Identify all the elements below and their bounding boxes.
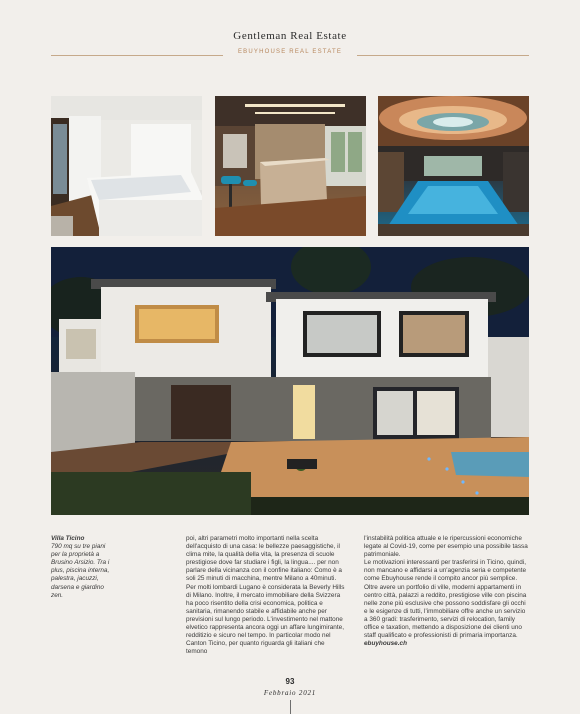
photo-indoor-pool: [378, 96, 529, 236]
header-rule-right: [357, 55, 529, 56]
article-column-1: [186, 535, 346, 656]
page-number: 93: [285, 677, 295, 686]
header-subtitle: EBUYHOUSE REAL ESTATE: [237, 49, 343, 55]
article-paragraph: poi, altri parametri molto importanti nella scelta dell'acquisto di una casa: le bellezze paesaggistiche, il clima mite, la qualità della vita, la presenza di scuole prestigiose dove far studiare i figli, la lingua.... per non parlare della vicinanza con il confine italiano: Como è a soli 25 minuti di macchina, mentre Milano a 40minuti. Per molti lombardi Lugano è considerata la Beverly Hills di Milano. Inoltre, il mercato immobiliare della Svizzera ha poco risentito della crisi economica, politica e sanitaria, rimanendo stabile e affidabile anche per previsioni sul lungo periodo. L'investimento nel mattone elvetico rappresenta ancora oggi un affare lungimirante, redditizio e sicuro nel tempo. In particolar modo nel Canton Ticino, per quanto riguarda gli italiani che temono: [186, 535, 345, 656]
website-link[interactable]: ebuyhouse.ch: [364, 640, 407, 648]
photo-kitchen: [215, 96, 366, 236]
caption-text: 790 mq su tre piani per la proprietà a Brusino Arsizio. Tra i plus, piscina interna, palestra, jacuzzi, darsena e giardino zen.: [51, 543, 110, 599]
photo-caption: [51, 535, 111, 600]
caption-title: Villa Ticino: [51, 535, 85, 542]
footer-divider: [290, 700, 291, 714]
article-column-2: [364, 535, 530, 648]
header-rule-left: [51, 55, 223, 56]
issue-date: Febbraio 2021: [263, 689, 317, 697]
photo-villa-exterior: [51, 247, 529, 515]
photo-bathroom: [51, 96, 202, 236]
header-title: Gentleman Real Estate: [233, 30, 347, 42]
article-paragraph: l'instabilità politica attuale e le ripercussioni economiche legate al Covid-19, come per esempio una possibile tassa patrimoniale.: [364, 535, 528, 559]
article-paragraph: Le motivazioni interessanti per trasferirsi in Ticino, quindi, non mancano e affidarsi a un'agenzia seria e competente come Ebuyhouse rende il compito ancor più semplice. Oltre avere un portfolio di ville, moderni appartamenti in centro città, palazzi a reddito, prestigiose ville con piscina nelle zone più esclusive che possono soddisfare gli occhi e le esigenze di tutti, l'immobiliare offre anche un servizio a 360 gradi: trasferimento, servizi di relocation, family office e taxation, mettendo a disposizione dei clienti uno staff qualificato e professionisti di primaria importanza.: [364, 559, 527, 640]
